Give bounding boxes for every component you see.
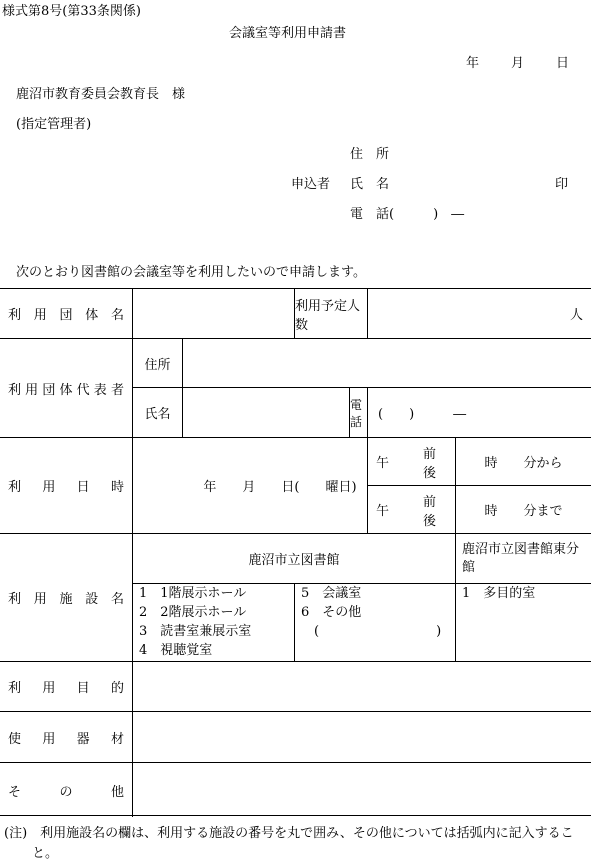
am-option[interactable]: 前 [423,446,437,462]
date-month-label: 月 [511,56,525,71]
applicant-label: 申込者 [291,177,331,192]
facility-option[interactable]: 4 視聴覚室 [139,643,213,658]
zen-go-top[interactable] [421,438,456,486]
expected-count-label: 利用予定人数 [295,289,368,339]
date-day-label: 日 [556,56,570,71]
name-label: 氏 名 [350,177,390,192]
equipment-field[interactable] [133,712,591,763]
main-library-header: 鹿沼市立図書館 [133,534,456,584]
form-title: 会議室等利用申請書 [229,26,347,41]
facility-option[interactable]: 6 その他 [301,605,362,620]
intro-text: 次のとおり図書館の会議室等を利用したいので申請します。 [16,265,366,280]
rep-address-label: 住所 [133,339,183,388]
facility-option[interactable]: 5 会議室 [301,586,362,601]
rep-name-label: 氏名 [133,388,183,438]
other-facility-field[interactable]: ( ) [301,624,442,639]
form-number: 様式第8号(第33条関係) [2,4,141,19]
facility-option[interactable]: 3 読書室兼展示室 [139,624,252,639]
group-name-field[interactable] [133,289,295,339]
rep-address-field[interactable] [183,339,591,388]
purpose-label: 利 用 目 的 [0,662,133,712]
rep-name-field[interactable] [183,388,350,438]
address-label: 住 所 [350,147,390,162]
to-time-field[interactable]: 時 分まで [456,486,591,534]
ampm-top-label: 午 [368,438,421,486]
seal-mark: 印 [555,177,569,192]
pm-option[interactable]: 後 [423,465,437,481]
purpose-field[interactable] [133,662,591,712]
date-year-label: 年 [466,56,480,71]
facility-option[interactable]: 1 1階展示ホール [139,586,247,601]
ampm-bottom-label: 午 [368,486,421,534]
other-label: そ の 他 [0,763,133,817]
main-library-options-b[interactable] [295,584,456,662]
footnote: (注) 利用施設名の欄は、利用する施設の番号を丸で囲み、その他については括弧内に記入すること。 [4,826,574,861]
from-time-field[interactable]: 時 分から [456,438,591,486]
rep-tel-label: 電話 [350,388,368,438]
am-option[interactable]: 前 [423,494,437,510]
east-branch-options[interactable] [456,584,591,662]
representative-label: 利 用 団 体 代 表 者 [0,339,133,438]
expected-count-field[interactable] [368,289,591,339]
tel-label: 電 話( ) ― [350,207,465,222]
pm-option[interactable]: 後 [423,513,437,529]
datetime-label: 利 用 日 時 [0,438,133,534]
facility-label: 利 用 施 設 名 [0,534,133,662]
application-table [0,288,591,816]
zen-go-bottom[interactable] [421,486,456,534]
facility-option[interactable]: 1 多目的室 [462,586,536,601]
rep-tel-field[interactable]: ( ) ― [368,388,591,438]
other-field[interactable] [133,763,591,817]
date-field[interactable]: 年 月 日( 曜日) [133,438,368,534]
east-branch-header: 鹿沼市立図書館東分館 [456,534,591,584]
group-name-label: 利 用 団 体 名 [0,289,133,339]
main-library-options-a[interactable] [133,584,295,662]
manager-label: (指定管理者) [16,117,92,132]
addressee: 鹿沼市教育委員会教育長 様 [16,87,186,102]
equipment-label: 使 用 器 材 [0,712,133,763]
facility-option[interactable]: 2 2階展示ホール [139,605,247,620]
person-unit: 人 [569,308,583,323]
